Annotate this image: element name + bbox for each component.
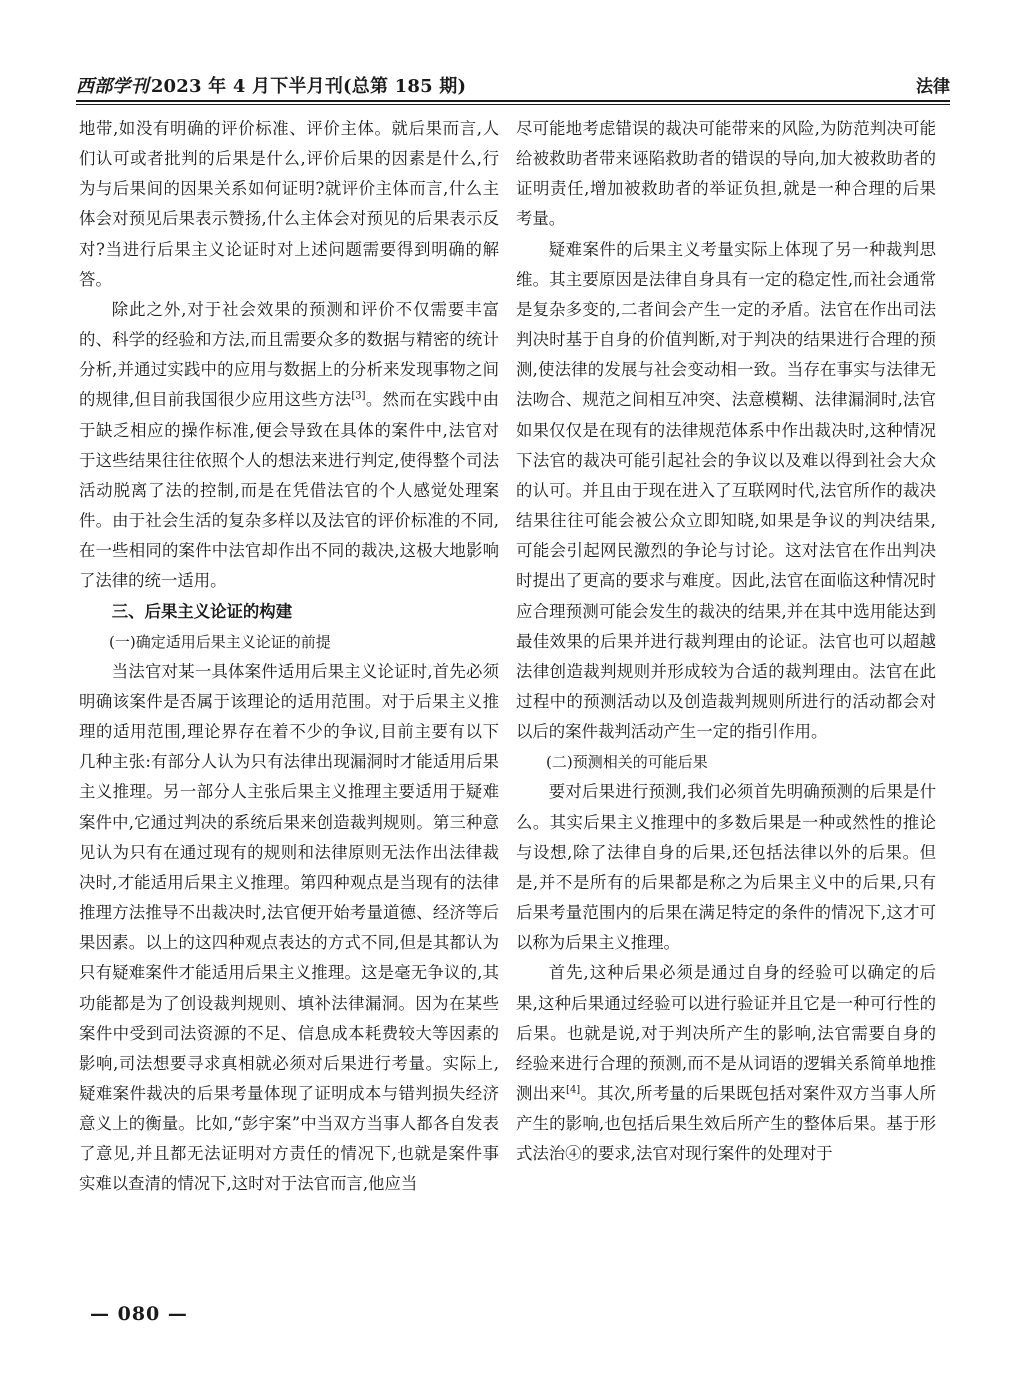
paragraph: 地带,如没有明确的评价标准、评价主体。就后果而言,人们认可或者批判的后果是什么,评价后果的因素是什么,行为与后果间的因果关系如何证明?就评价主体而言,什么主体会对预见后果表示赞扬,什么主体会对预见的后果表示反对?当进行后果主义论证时对上述问题需要得到明确的解答。 (79, 119, 499, 289)
subsection-heading: (一)确定适用后果主义论证的前提 (109, 632, 331, 651)
right-column (516, 114, 936, 1169)
paragraph: 当法官对某一具体案件适用后果主义论证时,首先必须明确该案件是否属于该理论的适用范围。对于后果主义推理的适用范围,理论界存在着不少的争议,目前主要有以下几种主张:有部分人认为只有法律出现漏洞时才能适用后果主义推理。另一部分人主张后果主义推理主要适用于疑难案件中,它通过判决的系统后果来创造裁判规则。第三种意见认为只有在通过现有的规则和法律原则无法作出法律裁决时,才能适用后果主义推理。第四种观点是当现有的法律推理方法推导不出裁决时,法官便开始考量道德、经济等后果因素。以上的这四种观点表达的方式不同,但是其都认为只有疑难案件才能适用后果主义推理。这是毫无争议的,其功能都是为了创设裁判规则、填补法律漏洞。因为在某些案件中受到司法资源的不足、信息成本耗费较大等因素的影响,司法想要寻求真相就必须对后果进行考量。实际上,疑难案件裁决的后果考量体现了证明成本与错判损失经济意义上的衡量。比如,“彭宇案”中当双方当事人都各自发表了意见,并且都无法证明对方责任的情况下,也就是案件事实难以查清的情况下,这时对于法官而言,他应当 (79, 661, 499, 1194)
subsection-heading: (二)预测相关的可能后果 (546, 753, 708, 772)
text-run: 。然而在实践中由于缺乏相应的操作标准,便会导致在具体的案件中,法官对于这些结果往往依照个人的想法来进行判定,使得整个司法活动脱离了法的控制,而是在凭借法官的个人感觉处理案件。由于社会生活的复杂多样以及法官的评价标准的不同,在一些相同的案件中法官却作出不同的裁决,这极大地影响了法律的统一适用。 (79, 390, 500, 591)
paragraph: 疑难案件的后果主义考量实际上体现了另一种裁判思维。其主要原因是法律自身具有一定的稳定性,而社会通常是复杂多变的,二者间会产生一定的矛盾。法官在作出司法判决时基于自身的价值判断,对于判决的结果进行合理的预测,使法律的发展与社会变动相一致。当存在事实与法律无法吻合、规范之间相互冲突、法意模糊、法律漏洞时,法官如果仅仅是在现有的法律规范体系中作出裁决时,这种情况下法官的裁决可能引起社会的争议以及难以得到社会大众的认可。并且由于现在进入了互联网时代,法官所作的裁决结果往往可能会被公众立即知晓,如果是争议的判决结果,可能会引起网民激烈的争论与讨论。这对法官在作出判决时提出了更高的要求与难度。因此,法官在面临这种情况时应合理预测可能会发生的裁决的结果,并在其中选用能达到最佳效果的后果并进行裁判理由的论证。法官也可以超越法律创造裁判规则并形成较为合适的裁判理由。法官在此过程中的预测活动以及创造裁判规则所进行的活动都会对以后的案件裁判活动产生一定的指引作用。 (516, 239, 936, 742)
paragraph: 尽可能地考虑错误的裁决可能带来的风险,为防范判决可能给被救助者带来诬陷救助者的错误的导向,加大被救助者的证明责任,增加被救助者的举证负担,就是一种合理的后果考量。 (516, 119, 936, 229)
left-column (79, 114, 499, 1200)
text-run: 首先,这种后果必须是通过自身的经验可以确定的后果,这种后果通过经验可以进行验证并且它是一种可行性的后果。也就是说,对于判决所产生的影响,法官需要自身的经验来进行合理的预测,而不是从词语的逻辑关系简单地推测出来 (516, 963, 936, 1103)
citation-ref: [3] (351, 390, 366, 402)
header-rule-thick (76, 100, 950, 102)
masthead (76, 72, 466, 98)
section-label: 法律 (916, 77, 950, 97)
section-heading: 三、后果主义论证的构建 (111, 601, 293, 621)
issue-info: 2023 年 4 月下半月刊(总第 185 期) (150, 76, 467, 97)
text-run: 除此之外,对于社会效果的预测和评价不仅需要丰富的、科学的经验和方法,而且需要众多的数据与精密的统计分析,并通过实践中的应用与数据上的分析来发现事物之间的规律,但目前我国很少应用这些方法 (79, 299, 499, 410)
text-run: 。其次,所考量的后果既包括对案件双方当事人所产生的影响,也包括后果生效后所产生的整体后果。基于形式法治 (516, 1084, 936, 1164)
journal-name: 西部学刊 (76, 76, 149, 97)
paragraph (516, 958, 936, 1169)
footnote-marker: ④ (565, 1144, 582, 1164)
running-header (76, 66, 950, 100)
page-number: — 080 — (90, 1303, 188, 1325)
text-run: 的要求,法官对现行案件的处理对于 (581, 1144, 833, 1164)
paragraph (79, 295, 499, 597)
paragraph: 要对后果进行预测,我们必须首先明确预测的后果是什么。其实后果主义推理中的多数后果是一种或然性的推论与设想,除了法律自身的后果,还包括法律以外的后果。但是,并不是所有的后果都是称之为后果主义中的后果,只有后果考量范围内的后果在满足特定的条件的情况下,这才可以称为后果主义推理。 (516, 782, 936, 953)
header-rule-thin (76, 104, 950, 105)
citation-ref: [4] (566, 1084, 581, 1096)
